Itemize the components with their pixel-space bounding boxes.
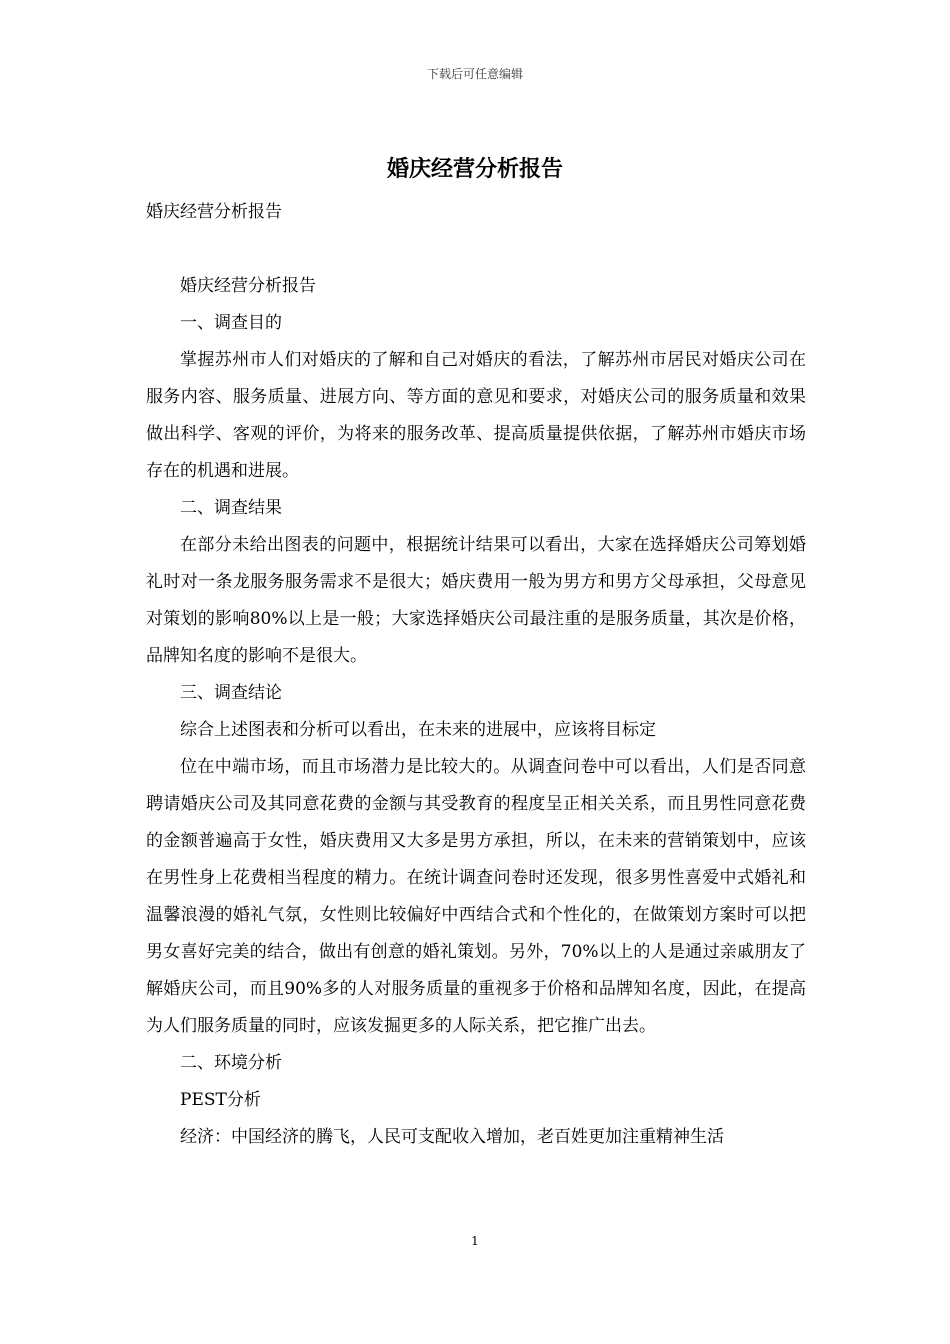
section-heading-conclusion: 三、调查结论 [180,683,282,703]
paragraph-report-title: 婚庆经营分析报告 [180,276,316,296]
document-body [146,268,806,1156]
document-subtitle: 婚庆经营分析报告 [146,202,282,222]
paragraph-economy: 经济：中国经济的腾飞，人民可支配收入增加，老百姓更加注重精神生活 [180,1127,724,1147]
subheading-pest: PEST分析 [180,1090,261,1110]
page-header-note: 下载后可任意编辑 [426,67,523,81]
page-number: 1 [471,1234,479,1248]
paragraph-purpose: 掌握苏州市人们对婚庆的了解和自己对婚庆的看法，了解苏州市居民对婚庆公司在服务内容、服务质量、进展方向、等方面的意见和要求，对婚庆公司的服务质量和效果做出科学、客观的评价，为将来的服务改革、提高质量提供依据，了解苏州市婚庆市场存在的机遇和进展。 [146,350,806,481]
paragraph-results: 在部分未给出图表的问题中，根据统计结果可以看出，大家在选择婚庆公司筹划婚礼时对一条龙服务服务需求不是很大；婚庆费用一般为男方和男方父母承担，父母意见对策划的影响80%以上是一般；大家选择婚庆公司最注重的是服务质量，其次是价格，品牌知名度的影响不是很大。 [146,535,806,666]
section-heading-results: 二、调查结果 [180,498,282,518]
document-title: 婚庆经营分析报告 [386,156,563,182]
paragraph-conclusion-intro: 综合上述图表和分析可以看出，在未来的进展中，应该将目标定 [180,720,656,740]
section-heading-environment: 二、环境分析 [180,1053,282,1073]
section-heading-purpose: 一、调查目的 [180,313,282,333]
paragraph-conclusion: 位在中端市场，而且市场潜力是比较大的。从调查问卷中可以看出，人们是否同意聘请婚庆公司及其同意花费的金额与其受教育的程度呈正相关关系，而且男性同意花费的金额普遍高于女性，婚庆费用又大多是男方承担，所以，在未来的营销策划中，应该在男性身上花费相当程度的精力。在统计调查问卷时还发现，很多男性喜爱中式婚礼和温馨浪漫的婚礼气氛，女性则比较偏好中西结合式和个性化的，在做策划方案时可以把男女喜好完美的结合，做出有创意的婚礼策划。另外，70%以上的人是通过亲戚朋友了解婚庆公司，而且90%多的人对服务质量的重视多于价格和品牌知名度，因此，在提高为人们服务质量的同时，应该发掘更多的人际关系，把它推广出去。 [146,757,806,1036]
